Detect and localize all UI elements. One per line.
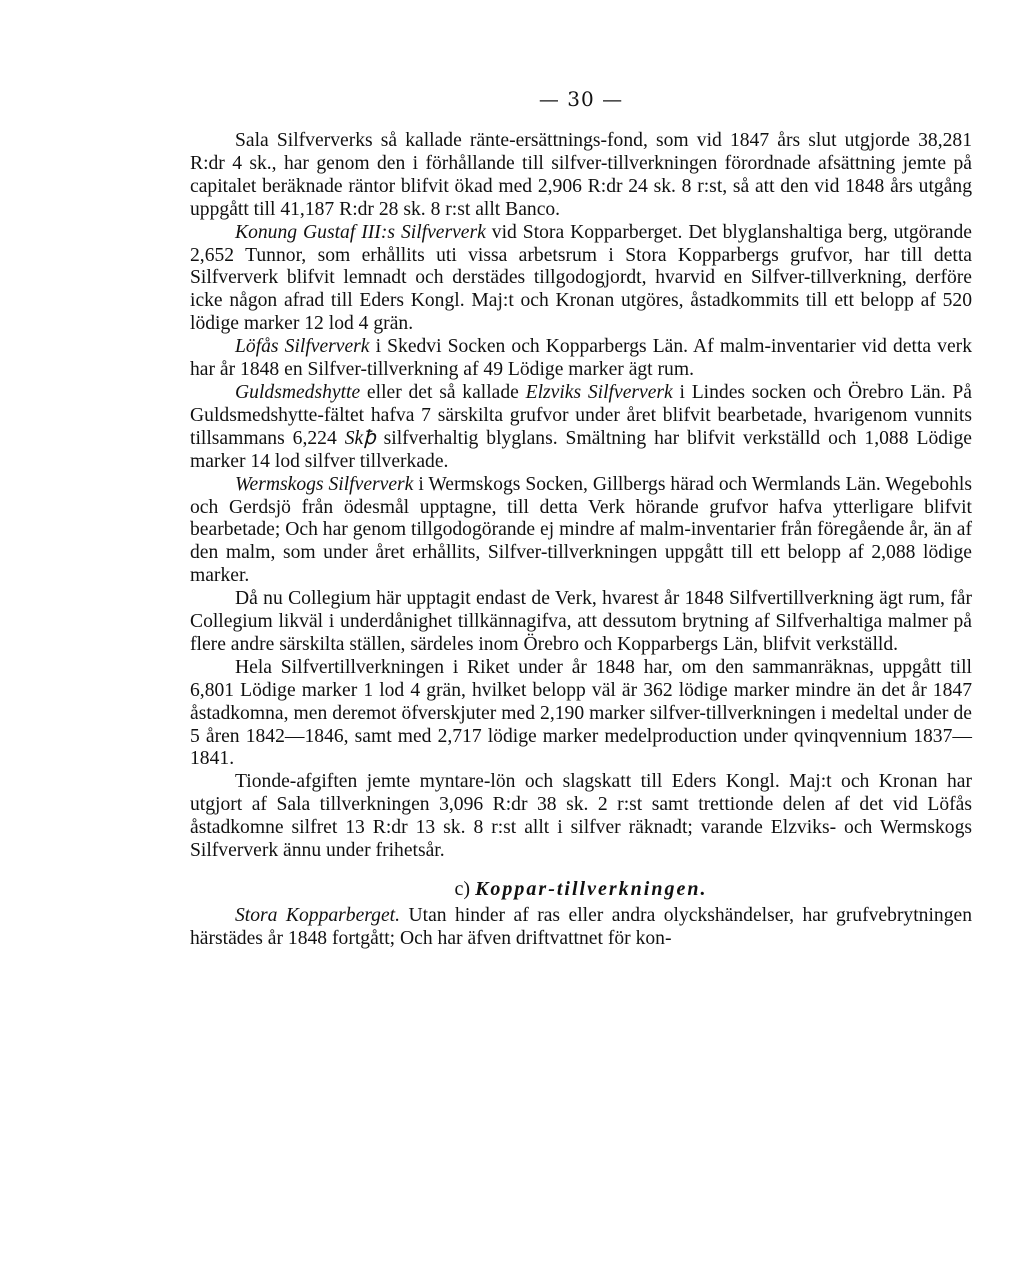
paragraph-text: i Skedvi Socken och Kopparbergs Län. Af malm-inventarier vid detta verk har år 1848 en Silfver-tillverkning af 49 Lödige marker ägt rum. (190, 336, 973, 381)
paragraph-title: Wermskogs Silfververk (235, 473, 414, 495)
section-title: Koppar-tillverkningen. (475, 878, 708, 900)
paragraph-lofas-silfververk (190, 336, 972, 382)
paragraph-title: Stora Kopparberget. (235, 905, 401, 926)
paragraph-text: Då nu Collegium här upptagit endast de Verk, hvarest år 1848 Silfvertillverkning ägt rum, får Collegium likväl i underdånighet tillkännagifva, att dessutom brytning af Silfverhaltiga malmer på flere andre särskilta ställen, särdeles inom Örebro och Kopparbergs Län, blifvit verkställd. (190, 588, 972, 655)
paragraph-text: Tionde-afgiften jemte myntare-lön och slagskatt till Eders Kongl. Maj:t och Kronan har utgjort af Sala tillverkningen 3,096 R:dr 38 sk. 2 r:st samt trettionde delen af det vid Löfås åstadkomne silfret 13 R:dr 13 sk. 8 r:st allt i silfver räknadt; varande Elzviks- och Wermskogs Silfververk ännu under frihetsår. (190, 771, 972, 862)
paragraph-title: Guldsmedshytte (235, 381, 361, 403)
paragraph-tionde-afgift (190, 771, 972, 863)
paragraph-text: vid Stora Kopparberget. Det blyglanshaltiga berg, utgörande 2,652 Tunnor, som erhållits uti vissa arbetsrum i Stora Kopparbergs grufvor, har till detta Silfververk blifvit lemnadt och derstädes tillgodogjordt, hvarvid en Silfver-tillverkning, derföre icke någon afrad till Eders Kongl. Maj:t och Kronan utgöres, åstadkommits till ett belopp af 520 lödige marker 12 lod 4 grän. (190, 221, 972, 335)
paragraph-text: Hela Silfvertillverkningen i Riket under år 1848 har, om den sammanräknas, uppgått till 6,801 Lödige marker 1 lod 4 grän, hvilket belopp väl är 362 lödige marker mindre än det år 1847 åstadkomna, men deremot öfverskjuter med 2,190 marker silfver-tillverkningen i medeltal under de 5 åren 1842—1846, samt med 2,717 lödige marker medelproduction under qvinqvennium 1837—1841. (190, 656, 972, 770)
document-page (190, 84, 972, 951)
paragraph-gustaf-silfververk (190, 222, 972, 337)
page-number: — 30 — (538, 87, 624, 111)
paragraph-text: i Lindes socken och Örebro Län. På Guldsmedshytte-fältet hafva 7 särskilta grufvor under året blifvit bearbetade, hvarigenom vunnits tillsammans 6,224 (190, 381, 972, 449)
paragraph-title: Löfås Silfververk (235, 336, 370, 358)
paragraph-text: Sala Silfververks så kallade ränte-ersättnings-fond, som vid 1847 års slut utgjorde 38,281 R:dr 4 sk., har genom den i förhållande till silfver-tillverkningen förordnade afsättning jemte på capitalet beräknade räntor blifvit ökad med 2,906 R:dr 24 sk. 8 r:st, så att den vid 1848 års utgång uppgått till 41,187 R:dr 28 sk. 8 r:st allt Banco. (190, 130, 972, 220)
section-prefix: c) (454, 878, 471, 900)
paragraph-title: Konung Gustaf III:s Silfververk (235, 221, 486, 243)
paragraph-text: Utan hinder af ras eller andra olyckshändelser, har grufvebrytningen härstädes år 1848 fortgått; Och har äfven driftvattnet för kon- (190, 905, 972, 949)
unit-abbreviation: Skꝥ (344, 427, 376, 449)
paragraph-sala-fund (190, 130, 972, 222)
section-heading (190, 877, 972, 901)
paragraph-text: eller det så kallade (360, 381, 526, 403)
body-text (190, 130, 972, 951)
paragraph-wermskogs-silfververk (190, 474, 972, 589)
paragraph-collegium (190, 588, 972, 657)
paragraph-text: silfverhaltig blyglans. Smältning har blifvit verkställd och 1,088 Lödige marker 14 lod silfver tillverkade. (190, 427, 972, 472)
paragraph-subtitle: Elzviks Silfververk (525, 381, 673, 403)
paragraph-stora-kopparberget (190, 905, 972, 951)
paragraph-guldsmedshytte (190, 382, 972, 474)
paragraph-total-production (190, 657, 972, 772)
paragraph-text: i Wermskogs Socken, Gillbergs härad och Wermlands Län. Wegebohls och Gerdsjö från ödesmål upptagne, till detta Verk hörande grufvor hafva ytterligare blifvit bearbetade; Och har genom tillgodogörande ej mindre af malm-inventarier från föregående år, än af den malm, som under året erhållits, Silfver-tillverkningen uppgått till ett belopp af 2,088 lödige marker. (190, 473, 973, 587)
